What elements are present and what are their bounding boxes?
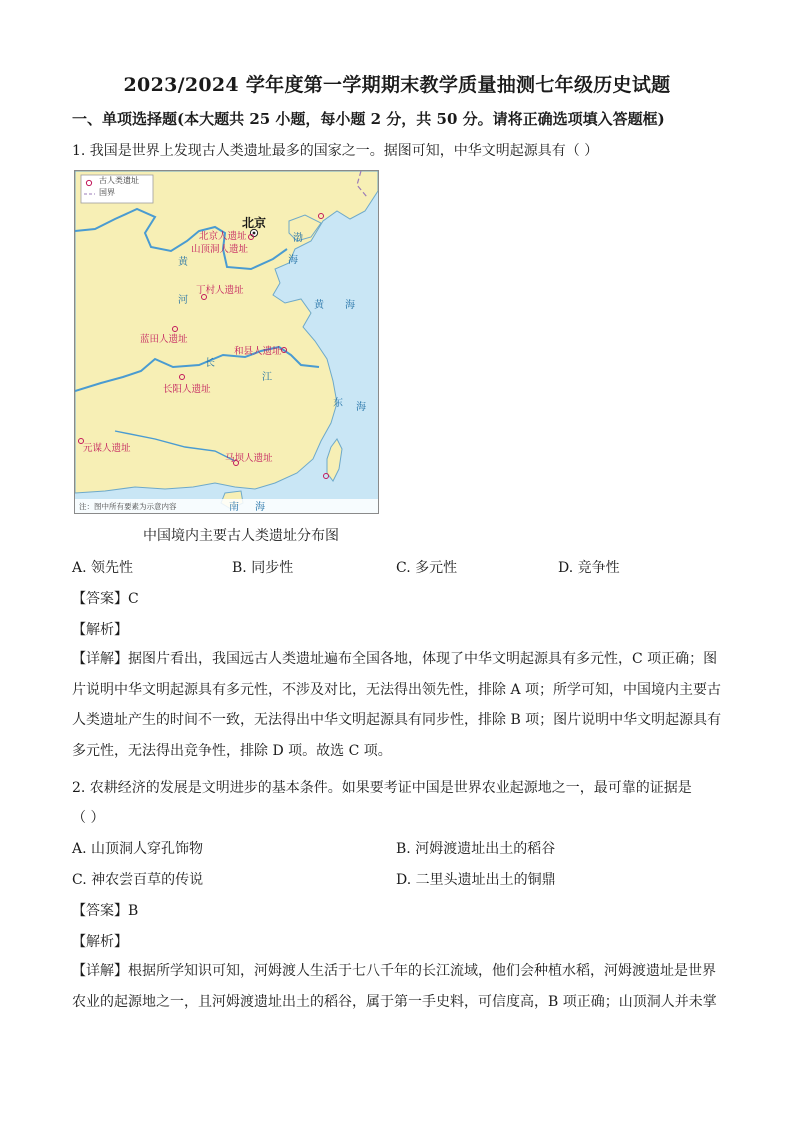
legend-border-label: 国界 xyxy=(99,188,115,197)
site-label-changyang: 长阳人遗址 xyxy=(163,384,211,395)
changjiang-label-2: 江 xyxy=(262,372,272,383)
q1-option-b: B. 同步性 xyxy=(232,560,294,576)
east-sea-label-2: 海 xyxy=(356,402,366,413)
section-heading: 一、单项选择题(本大题共 25 小题，每小题 2 分，共 50 分。请将正确选项填入答题框) xyxy=(72,110,665,128)
q1-detail: 【详解】据图片看出，我国远古人类遗址遍布全国各地，体现了中华文明起源具有多元性，C 项正确；图片说明中华文明起源具有多元性，不涉及对比，无法得出领先性，排除 A 项；所学可知，中国境内主要古人类遗址产生的时间不一致，无法得出中华文明起源具有同步性，排除 B 项；图片说明中华文明起源具有多元性，无法得出竞争性，排除 D 项。故选 C 项。 xyxy=(72,651,722,759)
site-marker-taiwan xyxy=(324,474,329,479)
site-label-yuanmou: 元谋人遗址 xyxy=(83,443,131,454)
huanghe-label-2: 河 xyxy=(178,295,188,306)
q1-option-a: A. 领先性 xyxy=(72,560,134,576)
ancient-sites-map xyxy=(74,170,379,514)
q1-option-d: D. 竞争性 xyxy=(558,560,620,576)
q2-option-a: A. 山顶洞人穿孔饰物 xyxy=(72,841,204,857)
yellow-sea-label-1: 黄 xyxy=(314,300,324,311)
exam-title: 2023/2024 学年度第一学期期末教学质量抽测七年级历史试题 xyxy=(123,74,671,96)
bohai-label-1: 渤 xyxy=(293,233,303,244)
q1-answer: 【答案】C xyxy=(72,591,139,607)
taiwan-island xyxy=(327,439,342,481)
q2-option-d: D. 二里头遗址出土的铜鼎 xyxy=(396,872,556,888)
q1-option-c: C. 多元性 xyxy=(396,560,458,576)
site-label-dingcun: 丁村人遗址 xyxy=(196,285,244,296)
q1-stem: 1. 我国是世界上发现古人类遗址最多的国家之一。据图可知，中华文明起源具有（ ） xyxy=(72,143,599,159)
huanghe-label-1: 黄 xyxy=(178,257,188,268)
changjiang-label-1: 长 xyxy=(205,358,215,369)
q2-option-c: C. 神农尝百草的传说 xyxy=(72,872,204,888)
q2-stem-line2: （ ） xyxy=(72,810,105,826)
beijing-dot xyxy=(253,232,256,235)
east-sea-label-1: 东 xyxy=(333,398,343,409)
q2-analysis-heading: 【解析】 xyxy=(72,934,128,950)
bohai-label-2: 海 xyxy=(288,255,298,266)
map-caption: 中国境内主要古人类遗址分布图 xyxy=(143,528,339,544)
legend-site-label: 古人类遗址 xyxy=(99,176,139,185)
q1-analysis-heading: 【解析】 xyxy=(72,622,128,638)
south-sea-label-2: 海 xyxy=(255,502,265,513)
beijing-label: 北京 xyxy=(242,216,267,230)
q2-detail: 【详解】根据所学知识可知，河姆渡人生活于七八千年的长江流域，他们会种植水稻，河姆渡遗址是世界农业的起源地之一，且河姆渡遗址出土的稻谷，属于第一手史料，可信度高，B 项正确；山顶洞人并未掌 xyxy=(72,963,717,1010)
site-label-shandingdong: 山顶洞人遗址 xyxy=(191,244,249,255)
site-label-beijing: 北京人遗址 xyxy=(199,231,247,242)
site-label-lantian: 蓝田人遗址 xyxy=(140,334,188,345)
south-sea-label-1: 南 xyxy=(229,502,239,513)
q2-option-b: B. 河姆渡遗址出土的稻谷 xyxy=(396,841,556,857)
q2-answer: 【答案】B xyxy=(72,903,139,919)
yellow-sea-label-2: 海 xyxy=(345,300,355,311)
site-label-hexian: 和县人遗址 xyxy=(234,346,282,357)
site-label-maba: 马坝人遗址 xyxy=(225,453,273,464)
map-note: 注：图中所有要素为示意内容 xyxy=(79,502,177,511)
q2-stem-line1: 2. 农耕经济的发展是文明进步的基本条件。如果要考证中国是世界农业起源地之一，最可靠的证据是 xyxy=(72,780,692,796)
